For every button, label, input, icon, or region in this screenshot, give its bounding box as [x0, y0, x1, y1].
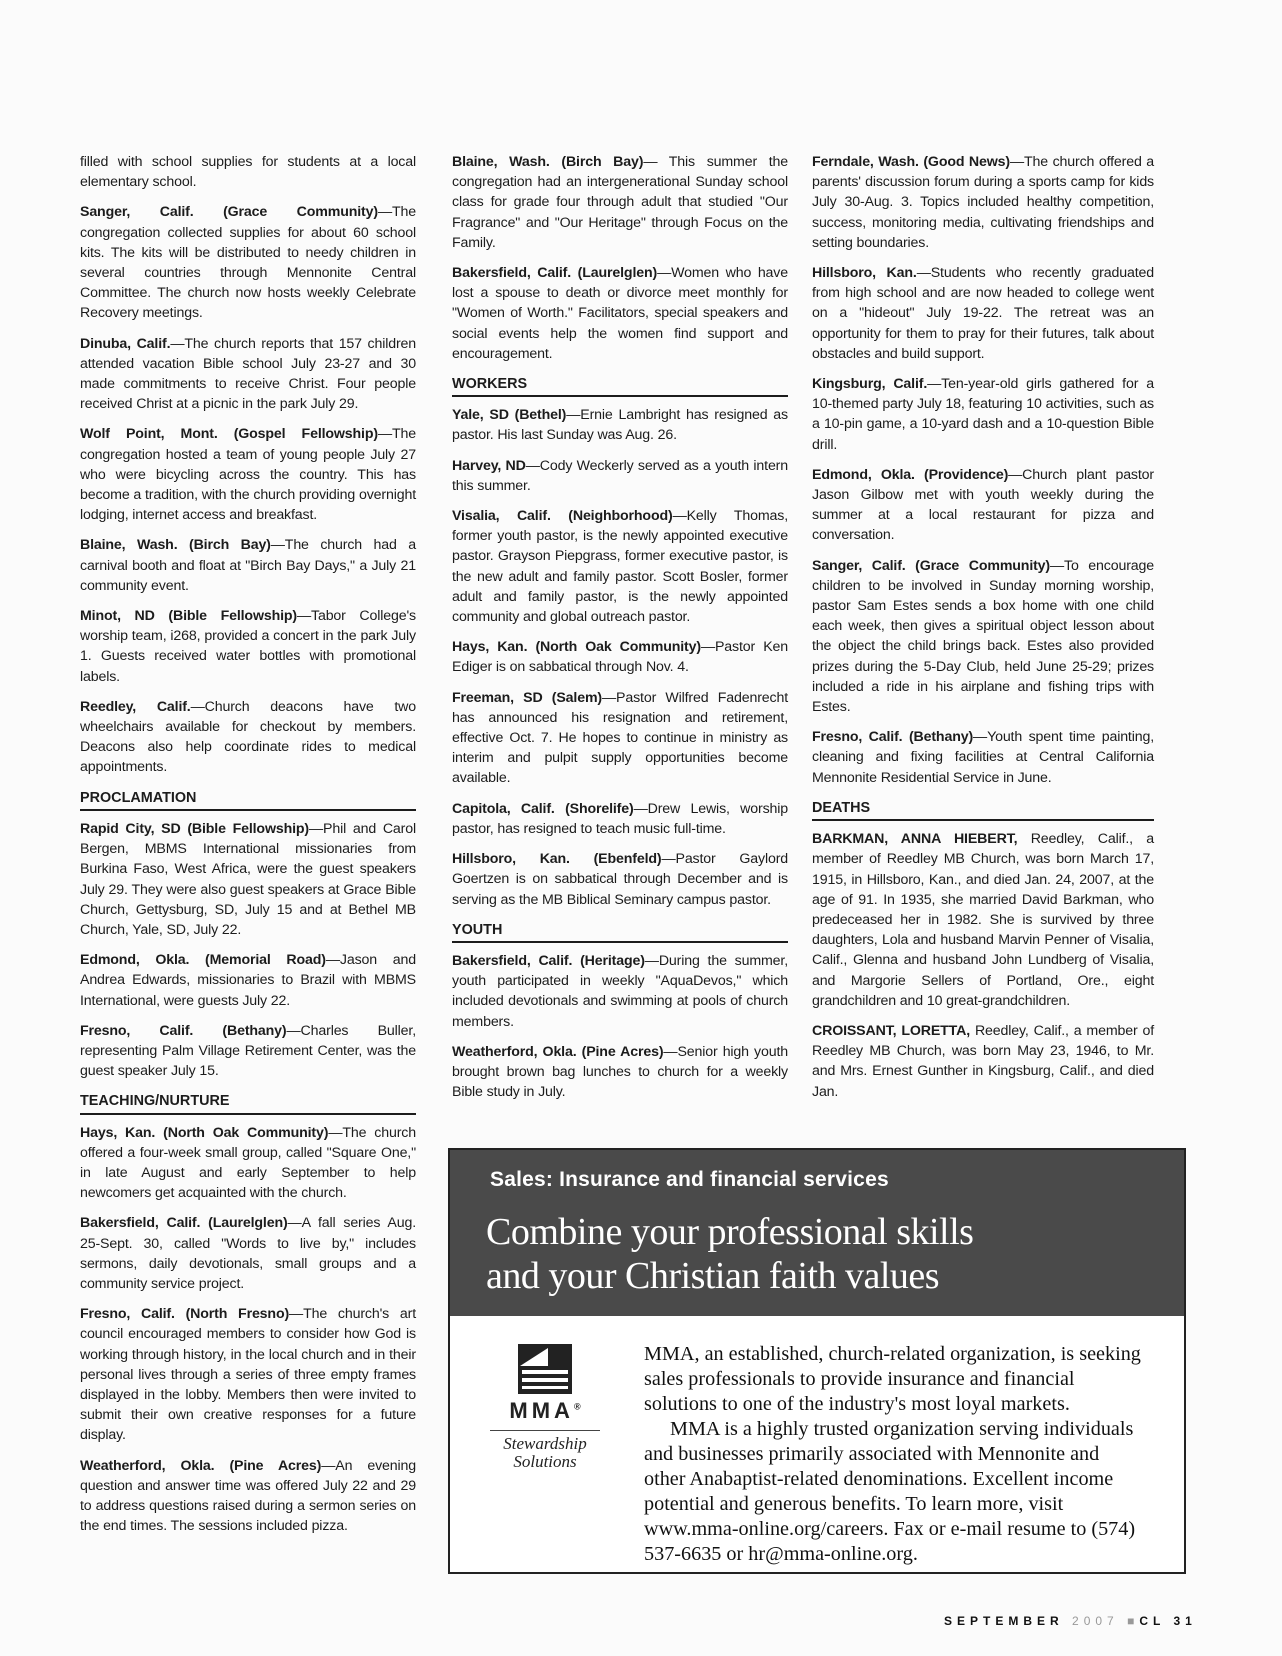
entry-text: —A fall series Aug. 25-Sept. 30, called "Words to live by," includes sermons, daily devotionals, small groups and a community service project. [80, 1215, 416, 1292]
news-entry [452, 799, 788, 839]
entry-text: —Phil and Carol Bergen, MBMS International missionaries from Burkina Faso, West Africa, were the guest speakers July 29. They were also guest speakers at Grace Bible Church, Gettysburg, SD, July 15 and at Bethel MB Church, Yale, SD, July 22. [80, 820, 416, 938]
mma-logo [480, 1344, 610, 1471]
news-entry [80, 1213, 416, 1294]
column-1 [80, 152, 416, 1546]
news-entry [452, 951, 788, 1032]
entry-location: Sanger, Calif. (Grace Community) [812, 557, 1050, 574]
news-entry [452, 456, 788, 496]
entry-location: Harvey, ND [452, 457, 526, 474]
news-entry [452, 849, 788, 910]
footer-month: SEPTEMBER [944, 1614, 1064, 1628]
ad-tagline [480, 1435, 610, 1471]
entry-location: BARKMAN, ANNA HIEBERT, [812, 831, 1018, 848]
footer-year: 2007 [1072, 1614, 1119, 1628]
entry-text: —Church plant pastor Jason Gilbow met with youth weekly during the summer at a local restaurant for pizza and conversation. [812, 466, 1154, 544]
news-entry [452, 688, 788, 789]
entry-location: Hillsboro, Kan. [812, 265, 917, 282]
column-3 [812, 152, 1154, 1112]
ad-header [450, 1150, 1184, 1316]
entry-text: —Ten-year-old girls gathered for a 10-themed party July 18, featuring 10 activities, such as a 10-pin game, a 10-yard dash and a 10-question Bible drill. [812, 376, 1154, 453]
news-entry [80, 1304, 416, 1445]
entry-text: —The church's art council encouraged members to consider how God is working through history, in the local church and in their personal lives through a series of three empty frames displayed in the lobby. Members then were invited to submit their own creative responses for a future display. [80, 1306, 416, 1444]
entry-location: Visalia, Calif. (Neighborhood) [452, 508, 673, 525]
news-entry [452, 263, 788, 364]
ad-banner: Sales: Insurance and financial services [490, 1168, 889, 1191]
entry-location: Bakersfield, Calif. (Laurelglen) [452, 265, 658, 282]
logo-divider [490, 1430, 600, 1431]
entry-text: —Women who have lost a spouse to death or divorce meet monthly for "Women of Worth." Facilitators, special speakers and social events help the women find support and encouragement. [452, 265, 788, 362]
ad-body [644, 1342, 1144, 1567]
entry-location: Weatherford, Okla. (Pine Acres) [80, 1457, 322, 1474]
news-entry [812, 152, 1154, 253]
news-entry [80, 202, 416, 323]
entry-location: Capitola, Calif. (Shorelife) [452, 800, 634, 817]
news-entry [812, 465, 1154, 546]
news-entry [80, 424, 416, 525]
news-entry [80, 1021, 416, 1082]
news-entry [452, 506, 788, 627]
section-heading-teaching-nurture: TEACHING/NURTURE [80, 1091, 416, 1114]
entry-text: —Kelly Thomas, former youth pastor, is the newly appointed executive pastor. Grayson Piepgrass, former executive pastor, is the new adult and family pastor. Scott Bosler, former adult and family pastor, is the newly appointed community and global outreach pastor. [452, 508, 789, 626]
news-entry [452, 637, 788, 677]
news-entry [812, 829, 1154, 1011]
news-entry [452, 1042, 788, 1103]
news-entry [80, 535, 416, 596]
news-entry [812, 727, 1154, 788]
entry-location: Kingsburg, Calif. [812, 376, 928, 393]
entry-location: Yale, SD (Bethel) [452, 407, 567, 424]
entry-location: Bakersfield, Calif. (Laurelglen) [80, 1215, 288, 1232]
ad-paragraph-1: MMA, an established, church-related organization, is seeking sales professionals to provide insurance and financial solutions to one of the industry's most loyal markets. [644, 1343, 1141, 1415]
entry-text: Reedley, Calif., a member of Reedley MB Church, was born May 23, 1946, to Mr. and Mrs. Ernest Gunther in Kingsburg, Calif., and died Jan. [812, 1022, 1155, 1100]
ad-headline-line-1: Combine your professional skills [486, 1211, 974, 1253]
entry-text: —Jason and Andrea Edwards, missionaries to Brazil with MBMS International, were guests July 22. [80, 952, 416, 1009]
section-heading-proclamation: PROCLAMATION [80, 788, 416, 811]
registered-mark: ® [573, 1401, 581, 1412]
entry-location: Reedley, Calif. [80, 698, 191, 715]
entry-location: Hillsboro, Kan. (Ebenfeld) [452, 851, 662, 868]
entry-text: —The church had a carnival booth and float at "Birch Bay Days," a July 21 community event. [80, 537, 416, 594]
entry-location: Rapid City, SD (Bible Fellowship) [80, 820, 309, 837]
entry-text: —Senior high youth brought brown bag lunches to church for a weekly Bible study in July. [452, 1043, 788, 1101]
entry-text: filled with school supplies for students at a local elementary school. [80, 154, 416, 191]
entry-text: —Pastor Ken Ediger is on sabbatical through Nov. 4. [452, 639, 788, 676]
entry-text: —The congregation collected supplies for about 60 school kits. The kits will be distributed to needy children in several countries through Mennonite Central Committee. The church now hosts weekly Celebrate Recovery meetings. [80, 204, 416, 322]
ad-headline-line-2: and your Christian faith values [486, 1255, 940, 1297]
section-heading-workers: WORKERS [452, 374, 788, 397]
tagline-line-1: Stewardship [503, 1434, 587, 1453]
entry-location: Fresno, Calif. (Bethany) [80, 1022, 287, 1039]
mma-logo-text: MMA [509, 1398, 574, 1423]
news-entry [80, 819, 416, 940]
footer-separator: ■ [1127, 1614, 1140, 1628]
news-entry [80, 334, 416, 415]
entry-text: —Ernie Lambright has resigned as pastor. His last Sunday was Aug. 26. [452, 407, 788, 444]
entry-location: Fresno, Calif. (North Fresno) [80, 1306, 290, 1323]
news-entry [812, 556, 1154, 718]
news-entry [812, 263, 1154, 364]
news-entry [452, 152, 788, 253]
column-2 [452, 152, 788, 1112]
entry-location: Edmond, Okla. (Providence) [812, 466, 1009, 483]
news-entry [80, 152, 416, 192]
news-entry [80, 1123, 416, 1204]
entry-location: Dinuba, Calif. [80, 335, 171, 352]
page-footer [944, 1614, 1197, 1628]
section-heading-youth: YOUTH [452, 920, 788, 943]
entry-text: —Drew Lewis, worship pastor, has resigned to teach music full-time. [452, 800, 788, 837]
entry-text: —Pastor Gaylord Goertzen is on sabbatical through December and is serving as the MB Biblical Seminary campus pastor. [452, 851, 789, 908]
footer-page: CL 31 [1139, 1614, 1197, 1628]
entry-text: —Cody Weckerly served as a youth intern this summer. [452, 457, 788, 494]
entry-location: Blaine, Wash. (Birch Bay) [452, 154, 644, 170]
tagline-line-2: Solutions [513, 1452, 577, 1471]
entry-text: —Youth spent time painting, cleaning and fixing facilities at Central California Mennonite Residential Service in June. [812, 729, 1154, 786]
entry-location: Edmond, Okla. (Memorial Road) [80, 952, 326, 969]
news-entry [812, 1021, 1154, 1102]
news-entry [452, 405, 788, 445]
news-entry [80, 606, 416, 687]
entry-location: Weatherford, Okla. (Pine Acres) [452, 1043, 664, 1060]
entry-location: Blaine, Wash. (Birch Bay) [80, 537, 271, 554]
entry-location: Ferndale, Wash. (Good News) [812, 154, 1010, 170]
entry-text: —The church offered a parents' discussion forum during a sports camp for kids July 30-Aug. 3. Topics included healthy competition, success, monitoring media, cultivating friendships and setting boundaries. [812, 154, 1155, 251]
entry-text: —Tabor College's worship team, i268, provided a concert in the park July 1. Guests received water bottles with promotional labels. [80, 608, 416, 685]
news-entry [80, 950, 416, 1011]
entry-location: Fresno, Calif. (Bethany) [812, 729, 974, 746]
entry-text: —An evening question and answer time was offered July 22 and 29 to address questions raised during a sermon series on the end times. The sessions included pizza. [80, 1457, 417, 1535]
entry-location: Sanger, Calif. (Grace Community) [80, 204, 378, 221]
entry-text: —To encourage children to be involved in Sunday morning worship, pastor Sam Estes sends a box home with one child each week, then gives a spiritual object lesson about the object the child brings back. Estes also provided prizes during the 5-Day Club, held June 25-29; prizes included a ride in his airplane and fishing trips with Estes. [812, 557, 1154, 716]
entry-location: CROISSANT, LORETTA, [812, 1022, 971, 1039]
entry-text: —Pastor Wilfred Fadenrecht has announced his resignation and retirement, effective Oct. 7. He hopes to continue in ministry as interim and pulpit supply opportunities become available. [452, 689, 788, 787]
entry-location: Freeman, SD (Salem) [452, 689, 602, 706]
entry-location: Wolf Point, Mont. (Gospel Fellowship) [80, 426, 378, 443]
entry-text: —Charles Buller, representing Palm Village Retirement Center, was the guest speaker July 15. [80, 1022, 416, 1080]
section-heading-deaths: DEATHS [812, 798, 1154, 821]
entry-location: Bakersfield, Calif. (Heritage) [452, 952, 645, 969]
entry-text: —Students who recently graduated from high school and are now headed to college went on a "hideout" July 19-22. The retreat was an opportunity for them to pray for their futures, talk about obstacles and build support. [812, 265, 1154, 362]
entry-text: —During the summer, youth participated in weekly "AquaDevos," which included devotionals and swimming at pools of church members. [452, 952, 788, 1030]
news-entry [812, 374, 1154, 455]
entry-text: — This summer the congregation had an intergenerational Sunday school class for grade four through adult that studied "Our Fragrance" and "Our Heritage" through Focus on the Family. [452, 154, 788, 251]
entry-text: —Church deacons have two wheelchairs available for checkout by members. Deacons also help coordinate rides to medical appointments. [80, 698, 416, 776]
entry-location: Minot, ND (Bible Fellowship) [80, 608, 297, 625]
entry-text: —The church reports that 157 children attended vacation Bible school July 23-27 and 30 made commitments to receive Christ. Four people received Christ at a picnic in the park July 29. [80, 335, 417, 413]
entry-text: —The church offered a four-week small group, called "Square One," in late August and early September to help newcomers get acquainted with the church. [80, 1124, 416, 1202]
ad-headline [486, 1210, 973, 1298]
mma-logo-icon [518, 1344, 572, 1394]
mma-advertisement [448, 1148, 1186, 1574]
entry-location: Hays, Kan. (North Oak Community) [452, 639, 701, 656]
entry-location: Hays, Kan. (North Oak Community) [80, 1124, 329, 1141]
news-entry [80, 1456, 416, 1537]
entry-text: —The congregation hosted a team of young people July 27 who were bicycling across the country. This has become a tradition, with the church providing overnight lodging, internet access and breakfast. [80, 426, 416, 524]
ad-paragraph-2: MMA is a highly trusted organization serving individuals and businesses primarily associated with Mennonite and other Anabaptist-related denominations. Excellent income potential and generous benefits. To learn more, visit www.mma-online.org/careers. Fax or e-mail resume to (574) 537-6635 or hr@mma-online.org. [644, 1418, 1136, 1565]
news-entry [80, 697, 416, 778]
entry-text: Reedley, Calif., a member of Reedley MB Church, was born March 17, 1915, in Hillsboro, Kan., and died Jan. 24, 2007, at the age of 91. In 1935, she married David Barkman, who predeceased her in 1982. She is survived by three daughters, Lola and husband Marvin Penner of Visalia, Calif., Glenna and husband John Lundberg of Visalia, and Margorie Sellers of Portland, Ore., eight grandchildren and 10 great-grandchildren. [812, 831, 1154, 1009]
